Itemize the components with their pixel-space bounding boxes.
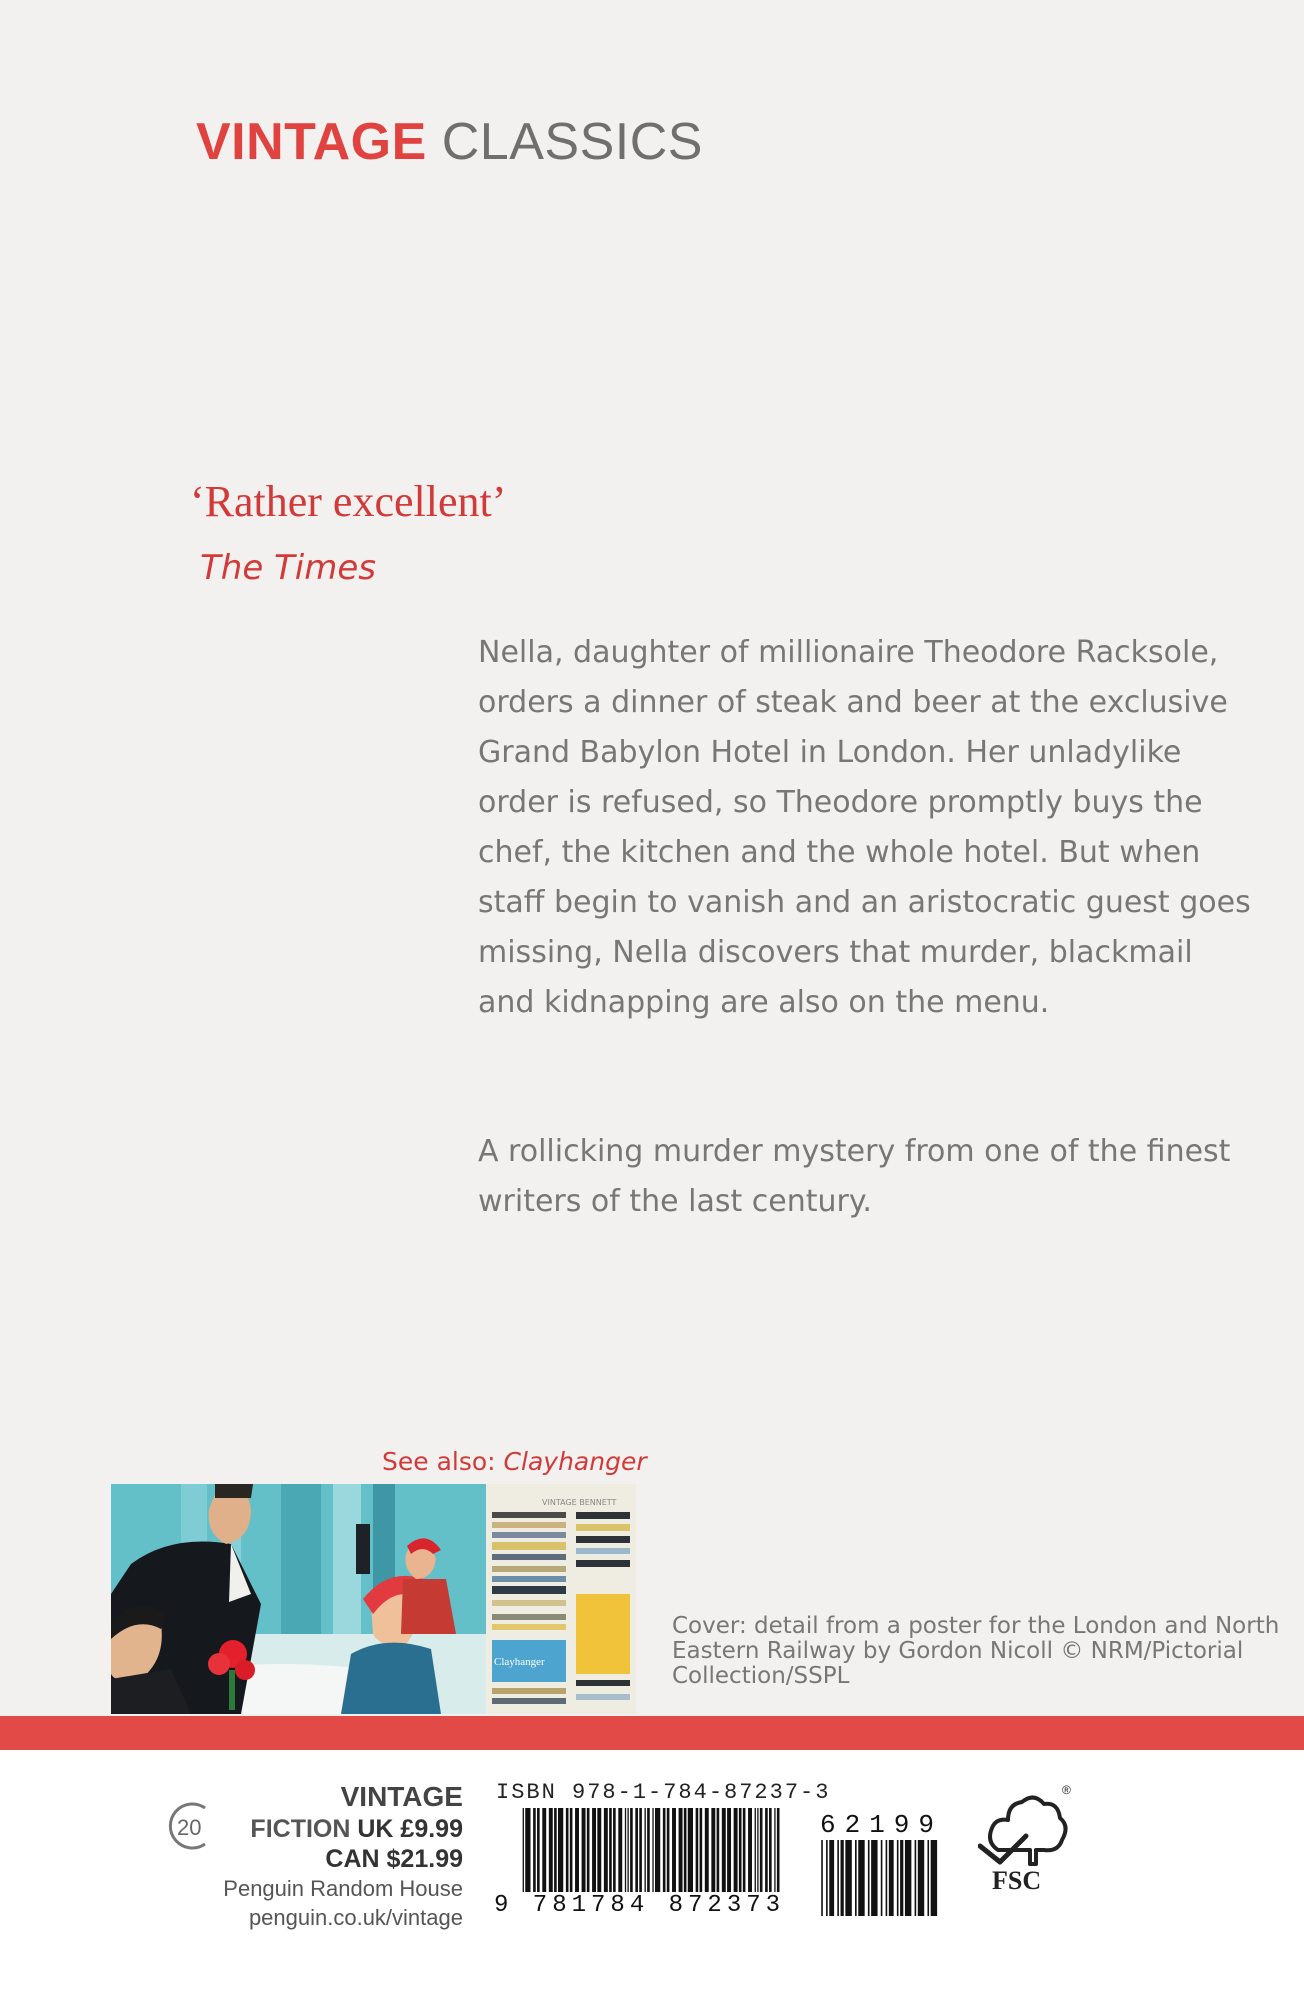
barcode-digits: 9 781784 872373 xyxy=(494,1892,786,1919)
credit-line: Cover: detail from a poster for the London and North xyxy=(672,1613,1280,1639)
barcode-bar xyxy=(886,1840,888,1916)
barcode-bar xyxy=(927,1840,929,1916)
barcode-bar xyxy=(829,1840,834,1916)
barcode-bar xyxy=(855,1840,857,1916)
series-logo-vintage: VINTAGE xyxy=(196,113,427,171)
series-logo-classics: CLASSICS xyxy=(441,113,703,171)
barcode-bar xyxy=(915,1840,917,1916)
barcode-bar xyxy=(905,1840,911,1916)
barcode-bar xyxy=(931,1840,937,1916)
barcode-bar xyxy=(918,1840,924,1916)
barcode-bar xyxy=(845,1840,851,1916)
tagline-line: A rollicking murder mystery from one of the finest xyxy=(478,1134,1231,1169)
imprint-block xyxy=(170,1780,463,1932)
blurb-line: Nella, daughter of millionaire Theodore Racksole, xyxy=(478,635,1219,670)
thumbnail-art xyxy=(486,1484,636,1714)
see-also-label: See also: xyxy=(382,1447,496,1476)
imprint-publisher: VINTAGE xyxy=(340,1781,463,1812)
red-divider-bar xyxy=(0,1716,1304,1750)
blurb-line: Grand Babylon Hotel in London. Her unladylike xyxy=(478,735,1182,770)
price-code-digits: 62199 xyxy=(820,1810,944,1840)
imprint-url[interactable]: penguin.co.uk/vintage xyxy=(248,1905,463,1930)
blurb-line: missing, Nella discovers that murder, blackmail xyxy=(478,935,1193,970)
credit-line: Collection/SSPL xyxy=(672,1663,850,1689)
tagline-line: writers of the last century. xyxy=(478,1184,872,1219)
price-barcode xyxy=(818,1840,950,1916)
blurb-line: staff begin to vanish and an aristocratic guest goes xyxy=(478,885,1251,920)
tagline xyxy=(478,1127,1268,1227)
imprint-fiction-price xyxy=(170,1814,463,1844)
barcode-bar xyxy=(871,1840,877,1916)
imprint-fiction-label: FICTION xyxy=(250,1815,351,1843)
barcode-bar xyxy=(858,1840,864,1916)
barcode-bar xyxy=(821,1840,823,1916)
imprint-can-price: CAN $21.99 xyxy=(325,1845,463,1873)
blurb-line: and kidnapping are also on the menu. xyxy=(478,985,1050,1020)
barcode-bar xyxy=(837,1840,839,1916)
blurb-line: orders a dinner of steak and beer at the exclusive xyxy=(478,685,1228,720)
cover-credit xyxy=(672,1614,1292,1689)
see-also-book-thumbnail[interactable] xyxy=(486,1484,636,1714)
barcode-bar xyxy=(900,1840,903,1916)
see-also-title: Clayhanger xyxy=(503,1447,647,1476)
barcode-bar xyxy=(889,1840,894,1916)
cover-illustration-art xyxy=(111,1484,486,1714)
imprint-group: Penguin Random House xyxy=(223,1876,463,1901)
registered-mark: ® xyxy=(1062,1783,1071,1797)
book-blurb xyxy=(478,628,1268,1028)
barcode-bar xyxy=(841,1840,844,1916)
thumbnail-title: Clayhanger xyxy=(494,1656,545,1668)
thumbnail-brand: VINTAGE BENNETT xyxy=(542,1498,617,1507)
barcode-bar xyxy=(881,1840,883,1916)
barcode-bar xyxy=(826,1840,828,1916)
barcode-bar xyxy=(897,1840,899,1916)
fsc-label: FSC xyxy=(992,1866,1042,1895)
blurb-line: chef, the kitchen and the whole hotel. But when xyxy=(478,835,1201,870)
review-quote: ‘Rather excellent’ xyxy=(190,477,507,526)
review-source: The Times xyxy=(200,548,377,588)
badge-number: 20 xyxy=(177,1815,202,1840)
series-logo xyxy=(196,112,703,172)
imprint-uk-price: UK £9.99 xyxy=(357,1815,463,1843)
cover-illustration xyxy=(111,1484,486,1714)
barcode-bar xyxy=(868,1840,870,1916)
blurb-line: order is refused, so Theodore promptly buys the xyxy=(478,785,1203,820)
see-also xyxy=(382,1447,647,1476)
isbn-label: ISBN 978-1-784-87237-3 xyxy=(496,1780,831,1805)
credit-line: Eastern Railway by Gordon Nicoll © NRM/Pictorial xyxy=(672,1638,1244,1664)
